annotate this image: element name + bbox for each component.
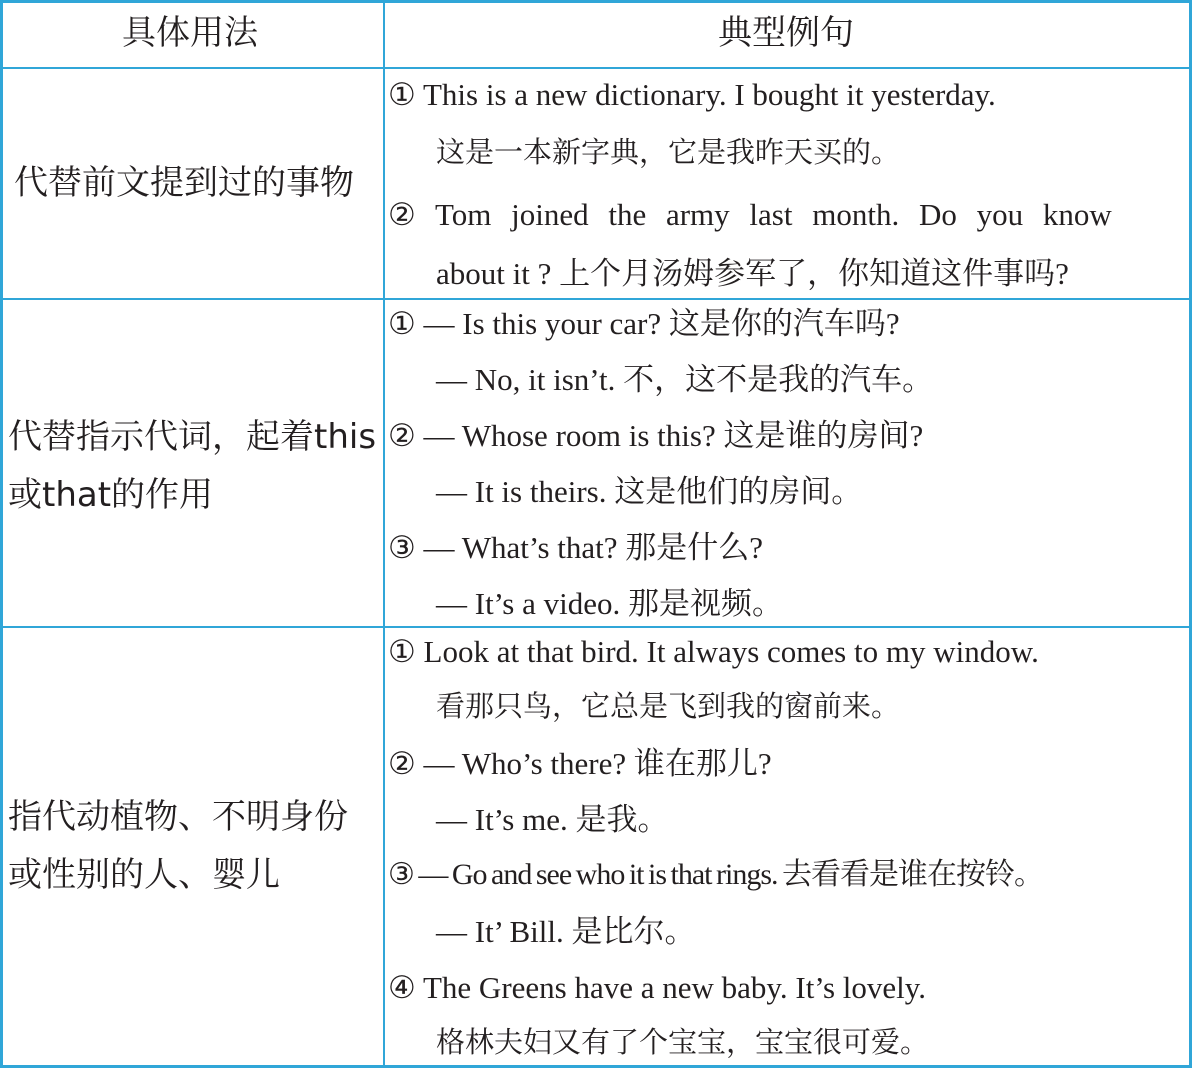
example-row-3-line-3: ② — Who’s there? 谁在那儿? bbox=[388, 746, 772, 781]
example-row-3-line-1: ① Look at that bird. It always comes to my window. bbox=[388, 634, 1039, 669]
column-divider bbox=[383, 0, 385, 1068]
table-border-top bbox=[0, 0, 1192, 3]
example-row-3-line-6: — It’ Bill. 是比尔。 bbox=[436, 914, 696, 949]
example-row-2-line-4: — It is theirs. 这是他们的房间。 bbox=[436, 474, 863, 509]
example-row-1-line-1: ① This is a new dictionary. I bought it yesterday. bbox=[388, 77, 996, 112]
example-row-2-line-5: ③ — What’s that? 那是什么? bbox=[388, 530, 764, 565]
header-divider bbox=[0, 67, 1192, 69]
header-usage: 具体用法 bbox=[122, 13, 258, 53]
example-row-2-line-3: ② — Whose room is this? 这是谁的房间? bbox=[388, 418, 924, 453]
row-divider-1 bbox=[0, 298, 1192, 300]
example-row-1-line-4: about it ? 上个月汤姆参军了，你知道这件事吗? bbox=[436, 256, 1069, 291]
example-row-3-line-4: — It’s me. 是我。 bbox=[436, 802, 669, 837]
example-row-3-line-2: 看那只鸟，它总是飞到我的窗前来。 bbox=[436, 689, 901, 723]
usage-row-3-line-2: 或性别的人、婴儿 bbox=[8, 855, 280, 895]
example-row-3-line-7: ④ The Greens have a new baby. It’s lovely. bbox=[388, 970, 926, 1005]
example-row-3-line-8: 格林夫妇又有了个宝宝，宝宝很可爱。 bbox=[436, 1025, 930, 1059]
example-row-2-line-2: — No, it isn’t. 不，这不是我的汽车。 bbox=[436, 362, 934, 397]
example-row-1-line-2: 这是一本新字典，它是我昨天买的。 bbox=[436, 135, 901, 169]
example-row-2-line-1: ① — Is this your car? 这是你的汽车吗? bbox=[388, 306, 900, 341]
usage-row-2-line-2: 或that的作用 bbox=[8, 475, 214, 515]
row-divider-2 bbox=[0, 626, 1192, 628]
usage-row-3-line-1: 指代动植物、不明身份 bbox=[8, 797, 348, 837]
header-example: 典型例句 bbox=[718, 13, 854, 53]
usage-row-2-line-1: 代替指示代词，起着this bbox=[8, 417, 377, 457]
example-row-1-line-3: ② Tom joined the army last month. Do you know bbox=[388, 197, 1112, 232]
table-border-left bbox=[0, 0, 3, 1068]
usage-row-1-line-1: 代替前文提到过的事物 bbox=[14, 163, 354, 203]
example-row-3-line-5: ③ — Go and see who it is that rings. 去看看是谁在按铃。 bbox=[388, 858, 1044, 891]
example-row-2-line-6: — It’s a video. 那是视频。 bbox=[436, 586, 783, 621]
